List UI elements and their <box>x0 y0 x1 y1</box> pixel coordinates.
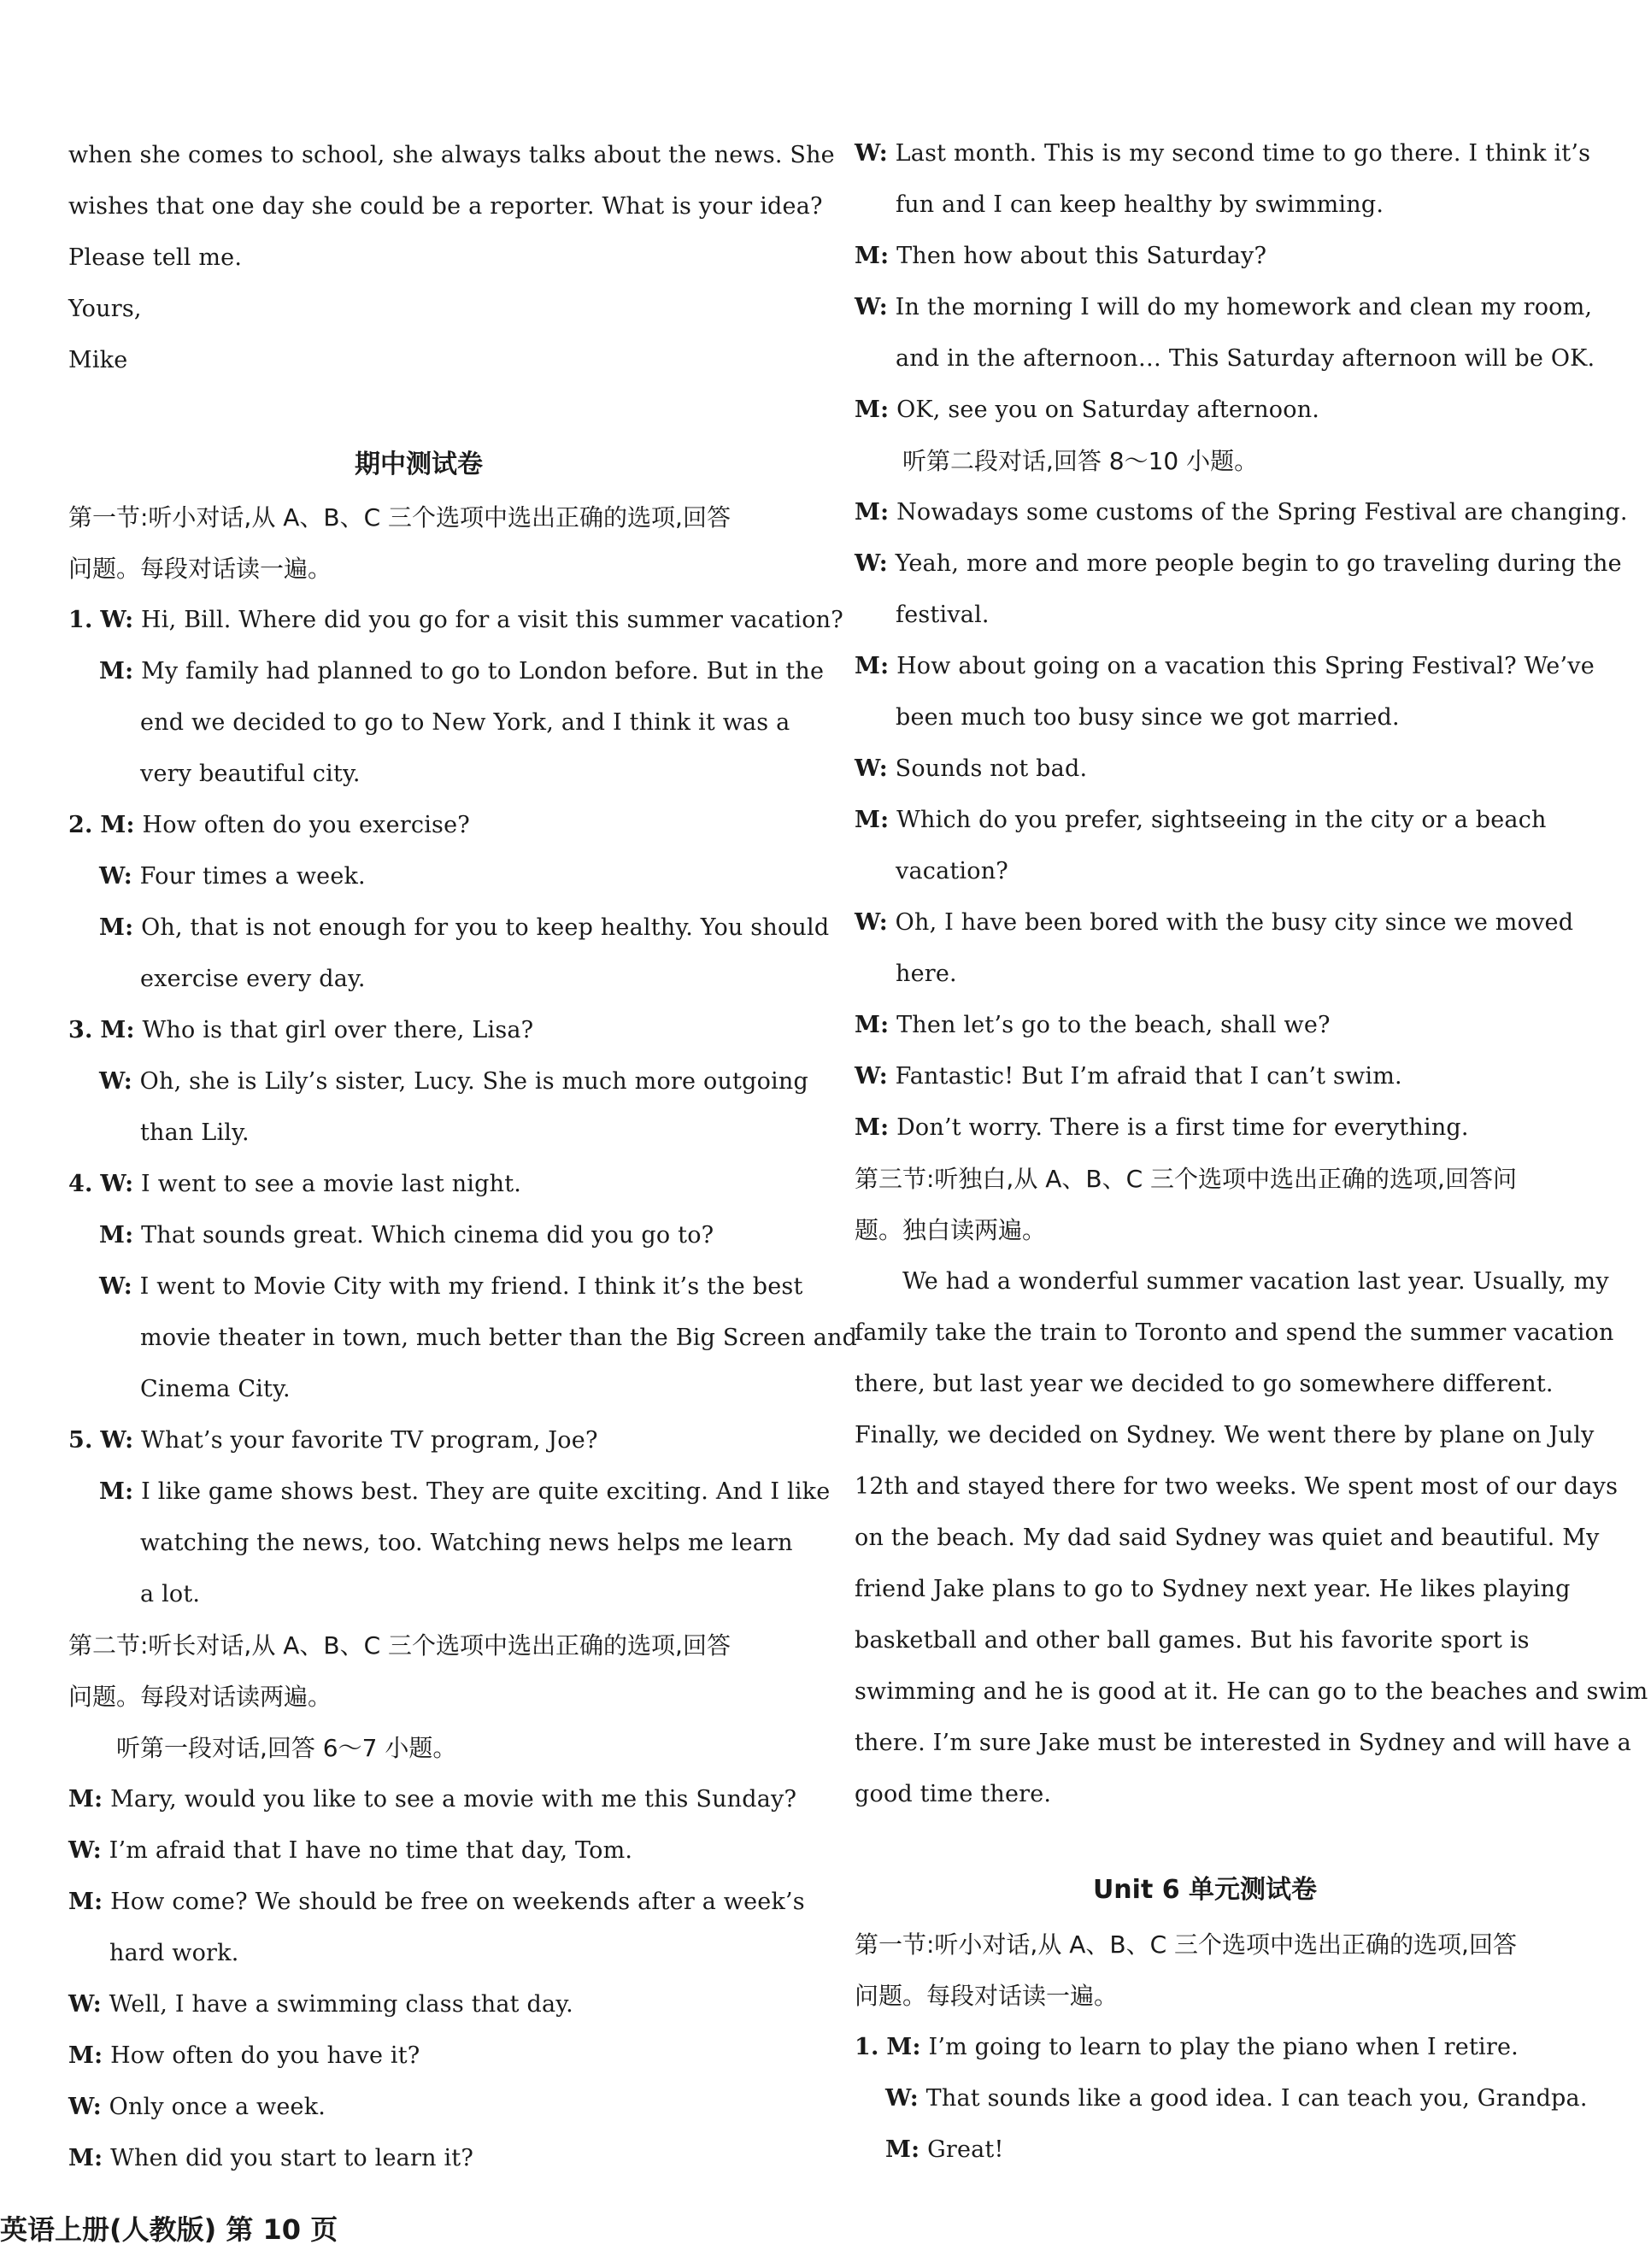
question-number: 3. <box>68 1017 93 1043</box>
monologue-line: good time there. <box>855 1781 1052 1807</box>
speaker-label: W: <box>855 909 888 936</box>
dialog-text: Yeah, more and more people begin to go traveling during the <box>895 550 1622 577</box>
dialog-line <box>99 1475 830 1509</box>
unit-6-title: Unit 6 单元测试卷 <box>1092 1875 1318 1905</box>
dialog-line: very beautiful city. <box>140 761 361 787</box>
speaker-label: M: <box>68 2145 103 2171</box>
dialog-text: Then let’s go to the beach, shall we? <box>896 1012 1331 1038</box>
dialog-line <box>855 239 1266 273</box>
question-number: 2. <box>68 812 93 838</box>
question-5 <box>68 1424 598 1458</box>
speaker-label: W: <box>855 755 888 782</box>
speaker-label: W: <box>68 1837 102 1864</box>
speaker-label: W: <box>855 294 888 320</box>
dialog-line <box>855 1111 1469 1145</box>
speaker-label: M: <box>855 1012 890 1038</box>
question-3 <box>68 1014 533 1048</box>
dialog-line <box>855 547 1622 581</box>
dialog-line <box>99 655 824 689</box>
dialog-line: watching the news, too. Watching news helps me learn <box>140 1530 793 1556</box>
dialog-line <box>855 496 1628 530</box>
question-1 <box>68 603 843 638</box>
section-2-instruction: 问题。每段对话读两遍。 <box>68 1683 332 1711</box>
dialog-text: I went to Movie City with my friend. I think it’s the best <box>139 1273 803 1300</box>
dialog-line <box>855 649 1595 684</box>
monologue-line: family take the train to Toronto and spend the summer vacation <box>855 1319 1614 1346</box>
speaker-label: W: <box>855 140 888 167</box>
section-3-instruction: 题。独白读两遍。 <box>855 1216 1047 1244</box>
speaker-label: M: <box>68 1889 103 1915</box>
monologue-line: there. I’m sure Jake must be interested in Sydney and will have a <box>855 1730 1631 1756</box>
dialog-line: vacation? <box>896 858 1008 884</box>
dialog-line: and in the afternoon… This Saturday afternoon will be OK. <box>896 345 1595 372</box>
speaker-label: W: <box>100 607 134 633</box>
dialog-2-intro: 听第二段对话,回答 8～10 小题。 <box>902 447 1259 475</box>
dialog-line <box>99 1270 803 1304</box>
dialog-text: Which do you prefer, sightseeing in the city or a beach <box>896 807 1547 833</box>
dialog-text: I went to see a movie last night. <box>141 1171 522 1197</box>
dialog-text: I’m going to learn to play the piano when I retire. <box>928 2034 1519 2060</box>
dialog-line <box>855 803 1547 837</box>
monologue-line: basketball and other ball games. But his favorite sport is <box>855 1627 1530 1654</box>
speaker-label: W: <box>855 1063 888 1090</box>
section-2-instruction: 第二节:听长对话,从 A、B、C 三个选项中选出正确的选项,回答 <box>68 1631 731 1660</box>
dialog-line: exercise every day. <box>140 966 366 992</box>
question-number: 1. <box>855 2034 879 2060</box>
dialog-line <box>68 1783 796 1817</box>
dialog-line <box>855 137 1590 171</box>
dialog-text: Nowadays some customs of the Spring Festival are changing. <box>896 499 1628 526</box>
dialog-text: I like game shows best. They are quite exciting. And I like <box>141 1478 831 1505</box>
dialog-line: a lot. <box>140 1581 201 1607</box>
dialog-text: My family had planned to go to London before. But in the <box>141 658 825 685</box>
dialog-line <box>855 1060 1402 1094</box>
dialog-line <box>99 911 829 945</box>
dialog-text: Four times a week. <box>139 863 366 890</box>
section-1-instruction: 第一节:听小对话,从 A、B、C 三个选项中选出正确的选项,回答 <box>855 1930 1517 1959</box>
monologue-line: friend Jake plans to go to Sydney next year. He likes playing <box>855 1576 1571 1602</box>
speaker-label: M: <box>99 1478 134 1505</box>
dialog-line: festival. <box>896 602 990 628</box>
right-column <box>855 0 1648 2268</box>
dialog-line <box>855 393 1319 427</box>
dialog-text: How about going on a vacation this Spring Festival? We’ve <box>896 653 1595 679</box>
dialog-text: Oh, that is not enough for you to keep healthy. You should <box>141 914 830 941</box>
speaker-label: M: <box>68 2042 103 2069</box>
dialog-line: movie theater in town, much better than the Big Screen and <box>140 1325 858 1351</box>
letter-line: wishes that one day she could be a reporter. What is your idea? <box>68 193 823 220</box>
speaker-label: M: <box>855 243 890 269</box>
speaker-label: W: <box>99 1068 132 1095</box>
dialog-line <box>855 906 1573 940</box>
speaker-label: W: <box>100 1171 134 1197</box>
section-1-instruction: 问题。每段对话读一遍。 <box>68 555 332 583</box>
dialog-line <box>855 752 1087 786</box>
speaker-label: M: <box>855 499 890 526</box>
speaker-label: M: <box>99 914 134 941</box>
monologue-line: there, but last year we decided to go somewhere different. <box>855 1371 1554 1397</box>
dialog-line <box>99 860 366 894</box>
dialog-line <box>855 1008 1331 1043</box>
monologue-line: Finally, we decided on Sydney. We went there by plane on July <box>855 1422 1595 1448</box>
speaker-label: M: <box>100 1017 135 1043</box>
left-column <box>68 0 858 2268</box>
dialog-line: end we decided to go to New York, and I think it was a <box>140 709 790 736</box>
dialog-line <box>885 2133 1004 2167</box>
section-1-instruction: 问题。每段对话读一遍。 <box>855 1982 1119 2010</box>
monologue-line: 12th and stayed there for two weeks. We spent most of our days <box>855 1473 1619 1500</box>
question-1 <box>855 2030 1519 2065</box>
dialog-text: I’m afraid that I have no time that day, Tom. <box>109 1837 633 1864</box>
speaker-label: W: <box>855 550 888 577</box>
speaker-label: M: <box>855 807 890 833</box>
question-number: 5. <box>68 1427 93 1454</box>
section-3-instruction: 第三节:听独白,从 A、B、C 三个选项中选出正确的选项,回答问 <box>855 1165 1517 1193</box>
speaker-label: W: <box>99 863 132 890</box>
letter-signature: Mike <box>68 347 128 373</box>
dialog-text: That sounds great. Which cinema did you go to? <box>141 1222 714 1249</box>
dialog-line <box>68 1885 805 1919</box>
dialog-text: How often do you have it? <box>110 2042 420 2069</box>
speaker-label: W: <box>68 1991 102 2018</box>
dialog-line: fun and I can keep healthy by swimming. <box>896 191 1384 218</box>
dialog-line <box>68 1834 632 1868</box>
dialog-text: OK, see you on Saturday afternoon. <box>896 397 1320 423</box>
dialog-text: Mary, would you like to see a movie with me this Sunday? <box>110 1786 797 1813</box>
dialog-line: Cinema City. <box>140 1376 291 1402</box>
dialog-text: Sounds not bad. <box>895 755 1088 782</box>
dialog-text: Hi, Bill. Where did you go for a visit this summer vacation? <box>141 607 843 633</box>
speaker-label: M: <box>68 1786 103 1813</box>
dialog-text: Last month. This is my second time to go there. I think it’s <box>895 140 1591 167</box>
dialog-line <box>68 2090 326 2124</box>
letter-line: when she comes to school, she always talks about the news. She <box>68 142 835 168</box>
dialog-text: That sounds like a good idea. I can teach you, Grandpa. <box>925 2085 1588 2112</box>
dialog-text: Well, I have a swimming class that day. <box>109 1991 573 2018</box>
monologue-line: swimming and he is good at it. He can go to the beaches and swim <box>855 1678 1648 1705</box>
dialog-text: Then how about this Saturday? <box>896 243 1267 269</box>
dialog-line: been much too busy since we got married. <box>896 704 1400 731</box>
dialog-line: than Lily. <box>140 1119 250 1146</box>
letter-line: Yours, <box>68 296 142 322</box>
dialog-text: Oh, I have been bored with the busy city since we moved <box>895 909 1574 936</box>
dialog-text: What’s your favorite TV program, Joe? <box>141 1427 598 1454</box>
dialog-line <box>68 2039 420 2073</box>
dialog-text: In the morning I will do my homework and clean my room, <box>895 294 1593 320</box>
question-number: 1. <box>68 607 93 633</box>
section-1-instruction: 第一节:听小对话,从 A、B、C 三个选项中选出正确的选项,回答 <box>68 503 731 532</box>
letter-line: Please tell me. <box>68 244 243 271</box>
dialog-text: How often do you exercise? <box>142 812 470 838</box>
page-footer: 英语上册(人教版) 第 10 页 <box>0 2213 338 2246</box>
speaker-label: M: <box>886 2034 921 2060</box>
dialog-text: Oh, she is Lily’s sister, Lucy. She is much more outgoing <box>139 1068 808 1095</box>
dialog-text: Great! <box>927 2136 1004 2163</box>
dialog-text: How come? We should be free on weekends after a week’s <box>110 1889 805 1915</box>
dialog-text: Only once a week. <box>109 2094 326 2120</box>
speaker-label: M: <box>99 1222 134 1249</box>
speaker-label: M: <box>855 397 890 423</box>
dialog-text: Who is that girl over there, Lisa? <box>142 1017 534 1043</box>
speaker-label: W: <box>99 1273 132 1300</box>
dialog-line <box>99 1219 714 1253</box>
question-4 <box>68 1167 521 1202</box>
dialog-text: Fantastic! But I’m afraid that I can’t swim. <box>895 1063 1402 1090</box>
speaker-label: M: <box>99 658 134 685</box>
speaker-label: M: <box>885 2136 920 2163</box>
dialog-line <box>885 2082 1588 2116</box>
dialog-line: hard work. <box>109 1940 239 1966</box>
monologue-line: We had a wonderful summer vacation last year. Usually, my <box>902 1268 1609 1295</box>
speaker-label: M: <box>855 1114 890 1141</box>
speaker-label: M: <box>100 812 135 838</box>
dialog-line <box>855 291 1592 325</box>
dialog-text: Don’t worry. There is a first time for everything. <box>896 1114 1469 1141</box>
speaker-label: W: <box>885 2085 919 2112</box>
midterm-title: 期中测试卷 <box>355 449 483 479</box>
dialog-line <box>68 2142 473 2176</box>
speaker-label: W: <box>68 2094 102 2120</box>
dialog-line <box>68 1988 573 2022</box>
dialog-text: When did you start to learn it? <box>110 2145 473 2171</box>
dialog-1-intro: 听第一段对话,回答 6～7 小题。 <box>116 1734 457 1762</box>
question-number: 4. <box>68 1171 93 1197</box>
speaker-label: M: <box>855 653 890 679</box>
monologue-line: on the beach. My dad said Sydney was quiet and beautiful. My <box>855 1525 1600 1551</box>
dialog-line <box>99 1065 808 1099</box>
dialog-line: here. <box>896 961 957 987</box>
speaker-label: W: <box>100 1427 134 1454</box>
question-2 <box>68 808 470 843</box>
